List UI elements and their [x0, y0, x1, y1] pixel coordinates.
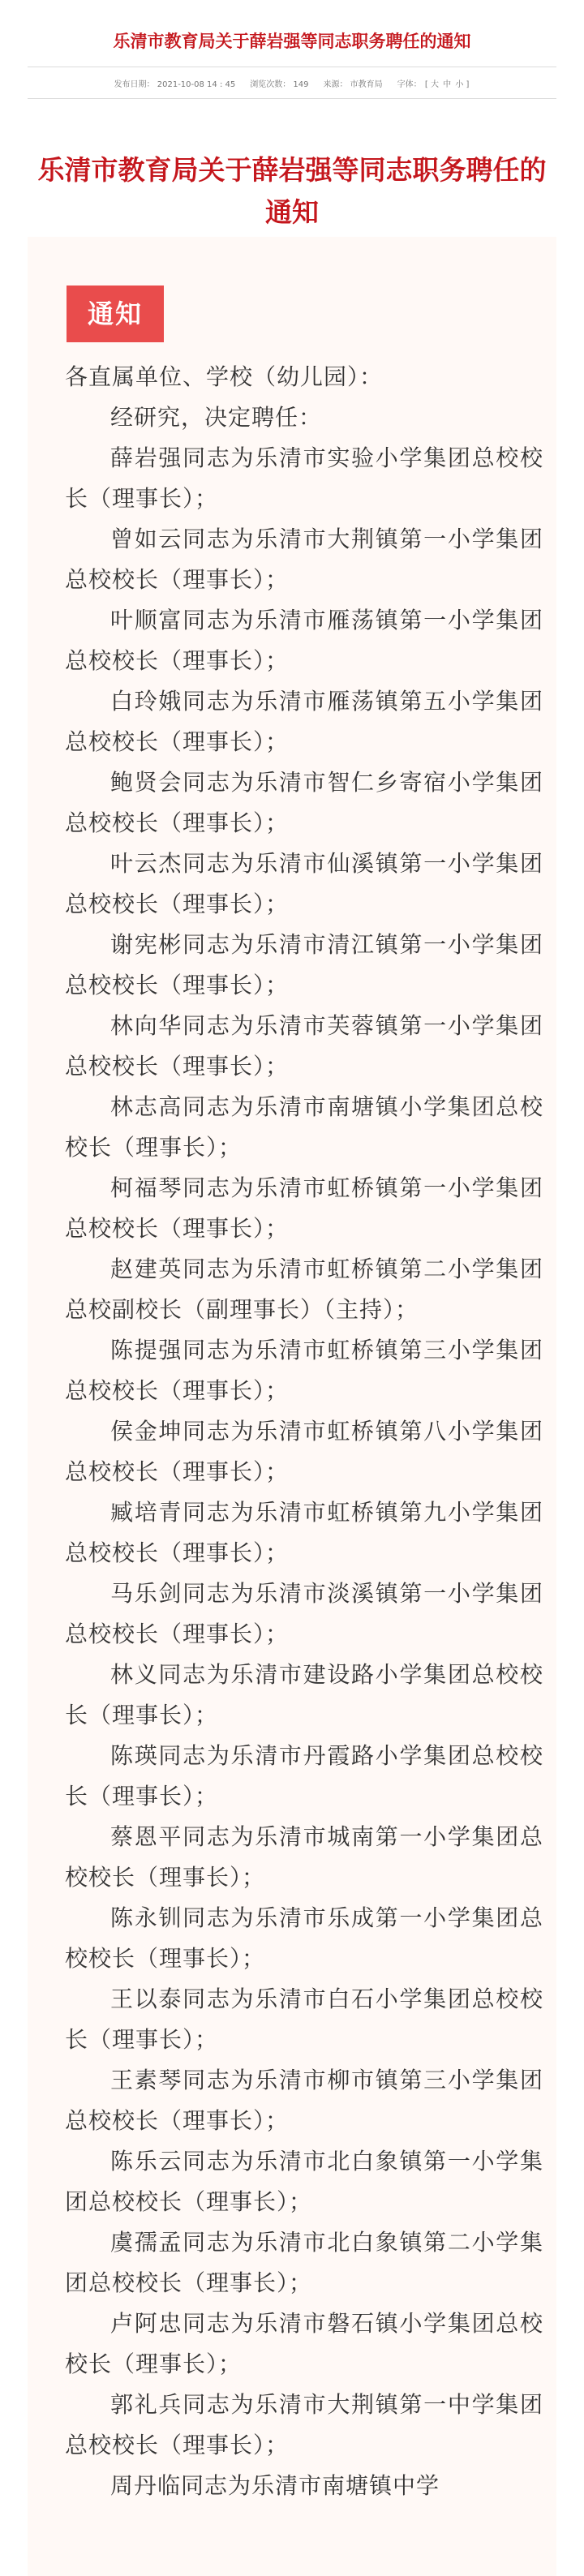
notice-paragraph: 周丹临同志为乐清市南塘镇中学 — [110, 2472, 440, 2499]
notice-paragraph: 林向华同志为乐清市芙蓉镇第一小学集团总校校长（理事长）； — [65, 1012, 543, 1080]
notice-paragraph: 曾如云同志为乐清市大荆镇第一小学集团总校校长（理事长）； — [65, 526, 543, 593]
notice-paragraph: 王素琴同志为乐清市柳市镇第三小学集团总校校长（理事长）； — [65, 2067, 543, 2134]
notice-paragraph: 陈提强同志为乐清市虹桥镇第三小学集团总校校长（理事长）； — [65, 1337, 543, 1404]
notice-paragraph: 叶云杰同志为乐清市仙溪镇第一小学集团总校校长（理事长）； — [65, 850, 543, 917]
salutation: 各直属单位、学校（幼儿园）： — [65, 363, 384, 390]
header-title: 乐清市教育局关于薛岩强等同志职务聘任的通知 — [113, 32, 471, 51]
notice-paragraph: 白玲娥同志为乐清市雁荡镇第五小学集团总校校长（理事长）； — [65, 688, 543, 755]
notice-body — [65, 357, 543, 2506]
notice-paragraph: 林义同志为乐清市建设路小学集团总校校长（理事长）； — [65, 1661, 543, 1728]
notice-paragraph: 陈永钏同志为乐清市乐成第一小学集团总校校长（理事长）； — [65, 1904, 543, 1972]
document-title: 乐清市教育局关于薛岩强等同志职务聘任的通知 — [37, 154, 547, 228]
font-size-large-link[interactable]: [ 大 — [424, 79, 439, 89]
notice-paragraph: 陈乐云同志为乐清市北白象镇第一小学集团总校校长（理事长）； — [65, 2148, 543, 2215]
notice-panel — [28, 237, 556, 2576]
notice-paragraph: 马乐剑同志为乐清市淡溪镇第一小学集团总校校长（理事长）； — [65, 1580, 543, 1647]
notice-paragraph: 卢阿忠同志为乐清市磐石镇小学集团总校校长（理事长）； — [65, 2310, 543, 2377]
notice-paragraph: 谢宪彬同志为乐清市清江镇第一小学集团总校校长（理事长）； — [65, 931, 543, 998]
source: 来源： 市教育局 — [323, 79, 383, 89]
notice-paragraph: 薛岩强同志为乐清市实验小学集团总校校长（理事长）； — [65, 444, 543, 512]
notice-paragraph: 经研究，决定聘任： — [110, 404, 323, 431]
notice-paragraph: 赵建英同志为乐清市虹桥镇第二小学集团总校副校长（副理事长）（主持）； — [65, 1256, 543, 1323]
notice-tag: 通知 — [67, 286, 164, 342]
font-size-label: 字体： — [397, 79, 422, 89]
font-size-switcher — [397, 77, 470, 89]
notice-paragraph: 蔡恩平同志为乐清市城南第一小学集团总校校长（理事长）； — [65, 1823, 543, 1891]
font-size-small-link[interactable]: 小 ] — [455, 79, 470, 89]
notice-paragraph: 虞孺孟同志为乐清市北白象镇第二小学集团总校校长（理事长）； — [65, 2229, 543, 2296]
notice-paragraph: 林志高同志为乐清市南塘镇小学集团总校校长（理事长）； — [65, 1093, 543, 1161]
page-header — [0, 0, 584, 99]
meta-bar — [28, 67, 556, 99]
font-size-medium-link[interactable]: 中 — [443, 79, 452, 89]
notice-paragraph: 王以泰同志为乐清市白石小学集团总校校长（理事长）； — [65, 1986, 543, 2053]
notice-paragraph: 郭礼兵同志为乐清市大荆镇第一中学集团总校校长（理事长）； — [65, 2391, 543, 2458]
notice-paragraph: 臧培青同志为乐清市虹桥镇第九小学集团总校校长（理事长）； — [65, 1499, 543, 1566]
notice-paragraph: 叶顺富同志为乐清市雁荡镇第一小学集团总校校长（理事长）； — [65, 607, 543, 674]
notice-paragraph: 陈瑛同志为乐清市丹霞路小学集团总校校长（理事长）； — [65, 1742, 543, 1810]
notice-paragraph: 柯福琴同志为乐清市虹桥镇第一小学集团总校校长（理事长）； — [65, 1174, 543, 1242]
notice-paragraph: 侯金坤同志为乐清市虹桥镇第八小学集团总校校长（理事长）； — [65, 1418, 543, 1485]
notice-paragraph: 鲍贤会同志为乐清市智仁乡寄宿小学集团总校校长（理事长）； — [65, 769, 543, 836]
publish-date: 发布日期： 2021-10-08 14 : 45 — [114, 79, 236, 89]
view-count: 浏览次数： 149 — [250, 79, 309, 89]
